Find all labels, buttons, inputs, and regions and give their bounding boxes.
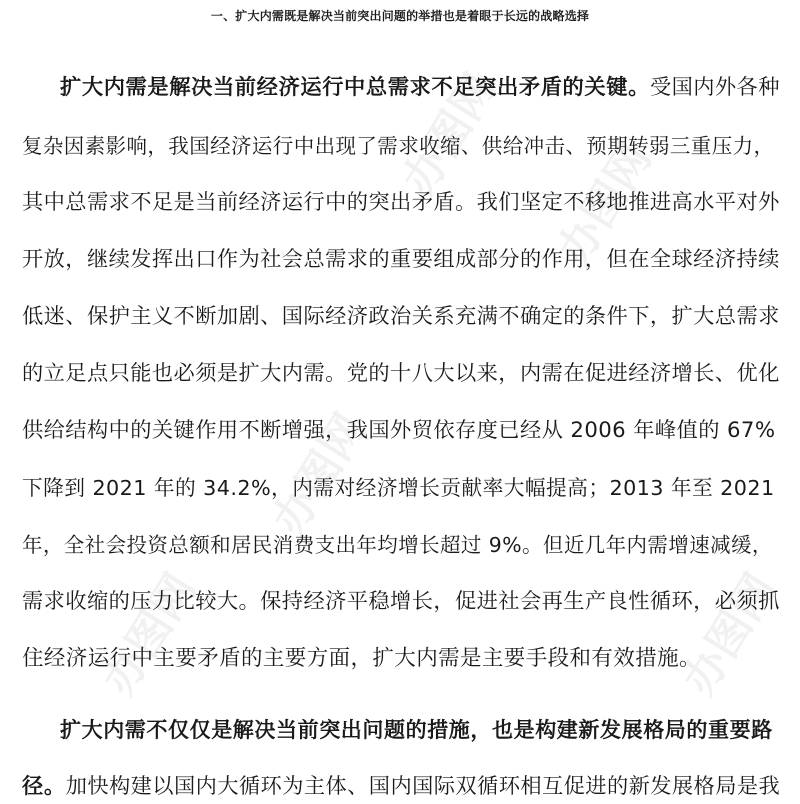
- paragraph-1-text: 受国内外各种: [649, 75, 780, 100]
- watermark-text: 办图网: [548, 134, 662, 274]
- paragraph-2-lead: 扩大内需不仅仅是解决当前突出问题的措施，也是构建新发展格局的重要路: [60, 718, 773, 742]
- paragraph-2-lead-end: 径。: [22, 774, 66, 799]
- paragraph-1-lead: 扩大内需是解决当前经济运行中总需求不足突出矛盾的关键。: [60, 75, 650, 100]
- section-heading: 一、扩大内需既是解决当前突出问题的举措也是着眼于长远的战略选择: [210, 9, 590, 23]
- paragraph-1-line: 其中总需求不足是当前经济运行中的突出矛盾。我们坚定不移地推进高水平对外: [22, 190, 780, 215]
- paragraph-1-line: 复杂因素影响，我国经济运行中出现了需求收缩、供给冲击、预期转弱三重压力，: [22, 134, 775, 158]
- watermark-text: 办图网: [263, 404, 377, 544]
- paragraph-1-line: 开放，继续发挥出口作为社会总需求的重要组成部分的作用，但在全球经济持续: [22, 247, 780, 272]
- watermark-text: 办图网: [393, 64, 507, 204]
- paragraph-1-line: [60, 71, 780, 105]
- paragraph-1-line: 供给结构中的关键作用不断增强，我国外贸依存度已经从 2006 年峰值的 67%: [22, 418, 776, 443]
- paragraph-1-line: 的立足点只能也必须是扩大内需。党的十八大以来，内需在促进经济增长、优化: [22, 361, 780, 386]
- paragraph-1-line: 需求收缩的压力比较大。保持经济平稳增长，促进社会再生产良性循环，必须抓: [22, 589, 780, 614]
- paragraph-1-line: 低迷、保护主义不断加剧、国际经济政治关系充满不确定的条件下，扩大总需求: [22, 304, 780, 329]
- watermark: [84, 559, 208, 705]
- paragraph-2-line: [60, 713, 773, 747]
- watermark: [664, 559, 788, 705]
- paragraph-2-line: [22, 770, 780, 804]
- paragraph-1-line: 下降到 2021 年的 34.2%，内需对经济增长贡献率大幅提高；2013 年至 2021: [22, 476, 775, 500]
- paragraph-1-line: 年，全社会投资总额和居民消费支出年均增长超过 9%。但近几年内需增速减缓，: [22, 533, 773, 557]
- watermark-text: 办图网: [673, 564, 787, 704]
- paragraph-1-line: 住经济运行中主要矛盾的主要方面，扩大内需是主要手段和有效措施。: [22, 646, 701, 671]
- watermark-text: 办图网: [93, 564, 207, 704]
- paragraph-2-text: 加快构建以国内大循环为主体、国内国际双循环相互促进的新发展格局是我: [65, 774, 781, 799]
